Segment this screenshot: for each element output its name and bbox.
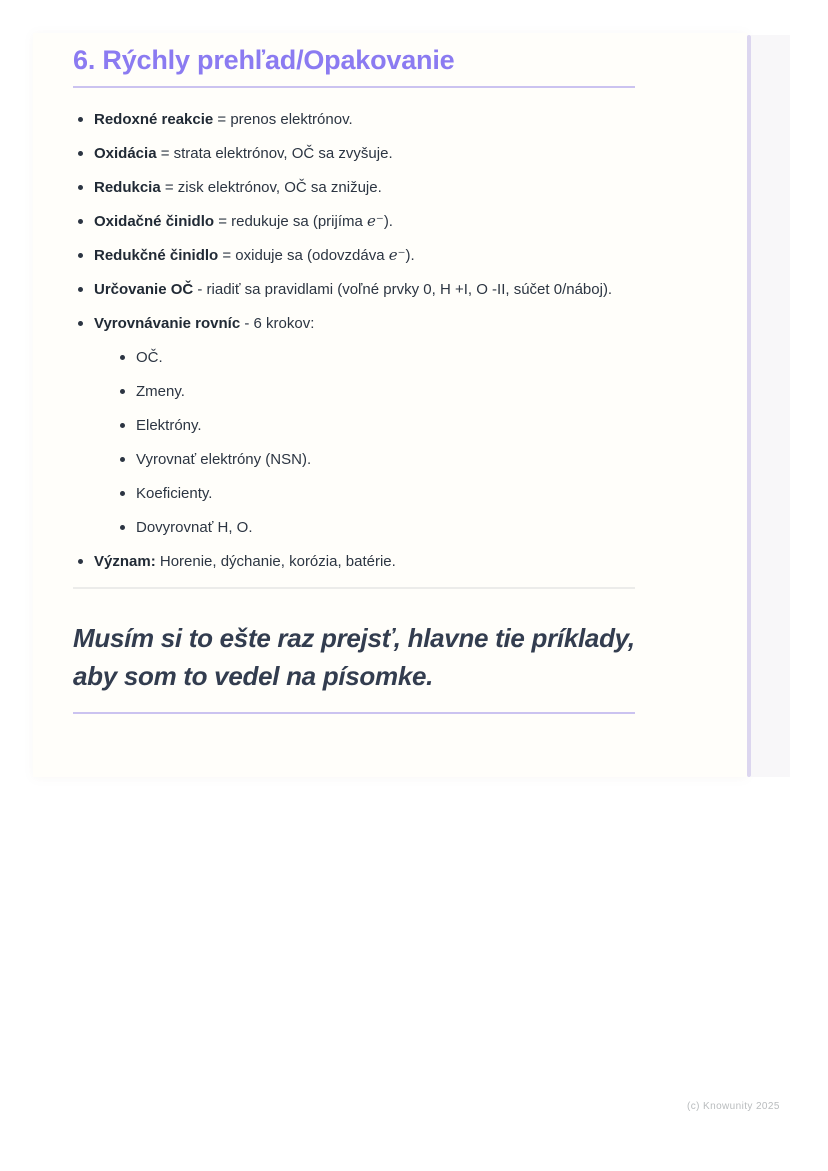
list-item [73, 142, 640, 165]
electron-symbol: e⁻ [367, 212, 384, 230]
list-item [73, 210, 640, 233]
list-item-text: - 6 krokov: [240, 315, 315, 332]
list-item [73, 244, 640, 267]
sub-list-item: Zmeny. [115, 380, 640, 403]
electron-symbol: e⁻ [388, 246, 406, 264]
page-content [73, 44, 640, 714]
list-item-term: Určovanie OČ [94, 281, 194, 298]
sub-list-item: Vyrovnať elektróny (NSN). [115, 448, 640, 471]
list-item-term: Redukčné činidlo [94, 247, 219, 264]
list-item [73, 312, 640, 539]
list-item [73, 176, 640, 199]
list-item-text: ). [405, 247, 415, 264]
section-divider [73, 587, 635, 589]
sub-list-item: Dovyrovnať H, O. [115, 516, 640, 539]
list-item-text: = strata elektrónov, OČ sa zvyšuje. [156, 145, 393, 162]
list-item-text: = oxiduje sa (odovzdáva [218, 247, 389, 264]
sub-list-item: Elektróny. [115, 414, 640, 437]
list-item-text: = redukuje sa (prijíma [214, 213, 368, 230]
list-item-text: ). [383, 213, 393, 230]
list-item-term: Vyrovnávanie rovníc [94, 315, 241, 332]
quote-divider [73, 712, 635, 714]
list-item-term: Význam: [94, 553, 156, 570]
personal-note-quote: Musím si to ešte raz prejsť, hlavne tie príklady, aby som to vedel na písomke. [73, 623, 635, 691]
sub-list-item: Koeficienty. [115, 482, 640, 505]
page-edge-gutter [751, 35, 790, 777]
heading-divider [73, 86, 635, 88]
list-item [73, 278, 640, 301]
sub-list-item: OČ. [115, 346, 640, 369]
list-item [73, 550, 640, 573]
list-item-text: - riadiť sa pravidlami (voľné prvky 0, H +I, O -II, súčet 0/náboj). [193, 281, 613, 298]
page-title: 6. Rýchly prehľad/Opakovanie [73, 45, 455, 75]
list-item-text: = prenos elektrónov. [213, 111, 353, 128]
list-item-term: Oxidačné činidlo [94, 213, 215, 230]
steps-sub-list [115, 346, 640, 539]
list-item-term: Redoxné reakcie [94, 111, 214, 128]
document-page [33, 33, 747, 777]
list-item [73, 108, 640, 131]
list-item-term: Oxidácia [94, 145, 157, 162]
list-item-term: Redukcia [94, 179, 161, 196]
summary-bullet-list [73, 108, 640, 573]
copyright-text: (c) Knowunity 2025 [687, 1101, 780, 1112]
list-item-text: = zisk elektrónov, OČ sa znižuje. [160, 179, 382, 196]
list-item-text: Horenie, dýchanie, korózia, batérie. [155, 553, 396, 570]
